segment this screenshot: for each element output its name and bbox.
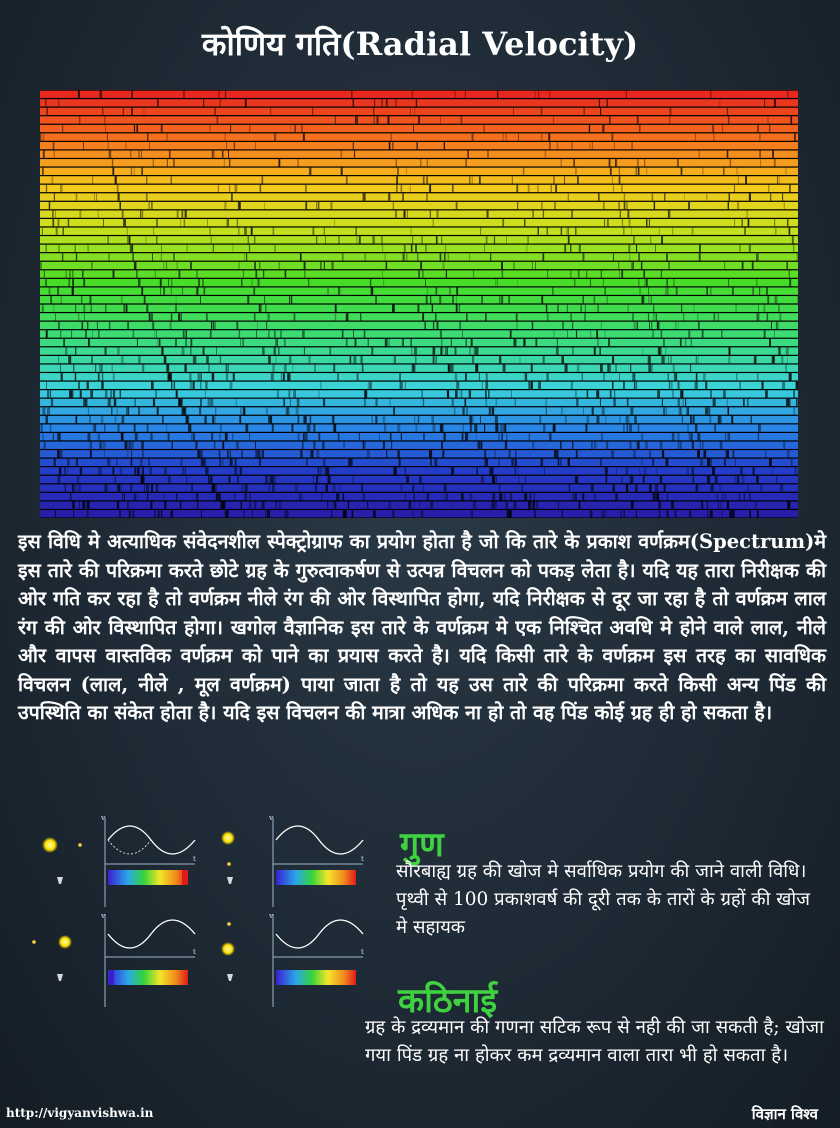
axis-t-label: t [193,948,196,956]
spectrum-graphic [40,90,798,518]
pros-heading: गुण [400,825,444,865]
axis-v-label: v [269,814,273,822]
telescope-icon [227,877,233,884]
diagram-panel-1 [42,814,196,907]
spectrum-bar [276,970,356,985]
telescope-icon [227,974,233,981]
planet-icon [78,843,82,847]
diagram-panel-3 [32,912,196,1007]
spectrum-bar [108,870,188,885]
star-icon [221,942,235,956]
solar-spectrum-image [40,90,798,518]
star-icon [42,837,58,853]
cons-text: ग्रह के द्रव्यमान की गणना सटिक रूप से नही की जा सकती है; खोजा गया पिंड ग्रह ना होकर कम द्रव्यमान वाला तारा भी हो सकता है। [365,1017,824,1066]
spectrum-bar [276,870,356,885]
planet-icon [32,940,36,944]
axis-t-label: t [193,855,196,863]
axis-t-label: t [361,948,364,956]
star-icon [221,831,235,845]
diagram-panel-2 [221,814,364,907]
axis-v-label: v [101,912,105,920]
footer-brand: विज्ञान विश्व [751,1105,818,1123]
description-paragraph: इस विधि मे अत्याधिक संवेदनशील स्पेक्ट्रोग्राफ का प्रयोग होता है जो कि तारे के प्रकाश वर्णक्रम(Spectrum)मे इस तारे की परिक्रमा करते छोटे ग्रह के गुरुत्वाकर्षण से उत्पन्न विचलन को पकड़ लेता है। यदि यह तारा निरीक्षक की ओर गति कर रहा है तो वर्णक्रम नीले रंग की ओर विस्थापित होगा, यदि निरीक्षक से दूर जा रहा है तो वर्णक्रम लाल रंग की ओर विस्थापित होगा। खगोल वैज्ञानिक इस तारे के वर्णक्रम मे एक निश्चित अवधि मे होने वाले लाल, नीले और वापस वास्तविक वर्णक्रम को पाने का प्रयास करते है। यदि किसी तारे के वर्णक्रम इस तरह का सावधिक विचलन (लाल, नीले , मूल वर्णक्रम) पाया जाता है तो यह उस तारे की परिक्रमा करते किसी अन्य पिंड की उपस्थिति का संकेत होता है। यदि इस विचलन की मात्रा अधिक ना हो तो वह पिंड कोई ग्रह ही हो सकता है। [18,530,826,724]
footer-url: http://vigyanvishwa.in [6,1106,154,1120]
telescope-icon [57,974,63,981]
planet-icon [227,922,231,926]
star-icon [58,935,72,949]
spectrum-bar [108,970,188,985]
axis-t-label: t [361,855,364,863]
telescope-icon [57,877,63,884]
pros-text: सौरबाह्य ग्रह की खोज मे सर्वाधिक प्रयोग की जाने वाली विधि। पृथ्वी से 100 प्रकाशवर्ष की दूरी तक के तारों के ग्रहों की खोज मे सहायक [396,861,810,938]
radial-velocity-diagram [30,812,385,1012]
planet-icon [227,862,231,866]
axis-v-label: v [269,912,273,920]
axis-v-label: v [101,814,105,822]
cons-heading: कठिनाई [398,981,498,1021]
diagram-panel-4 [221,912,364,1007]
page-title: कोणिय गति(Radial Velocity) [201,25,639,63]
